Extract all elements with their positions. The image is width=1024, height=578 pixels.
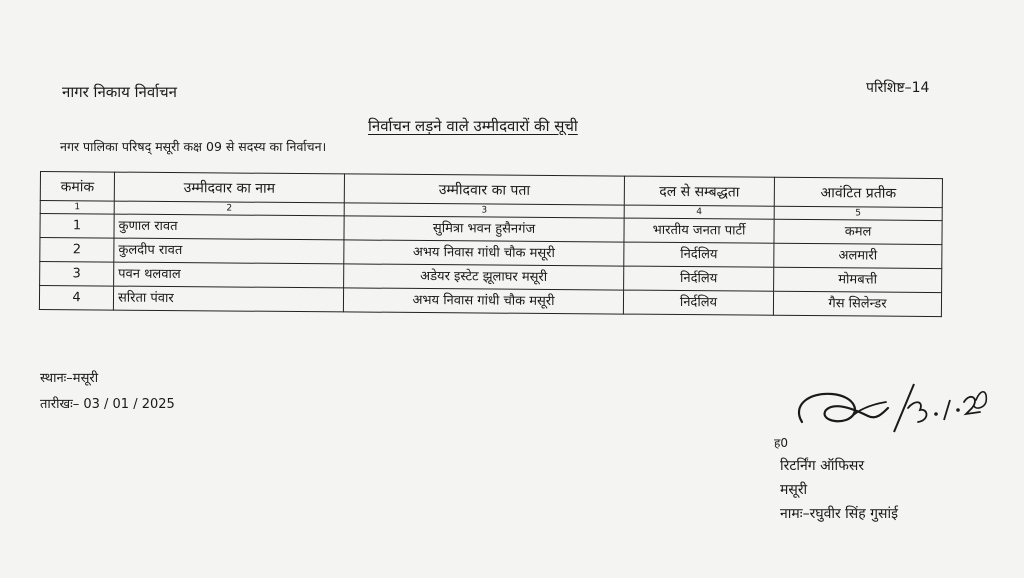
header-serial: कमांक (40, 172, 114, 202)
document-subtitle: नगर पालिका परिषद् मसूरी कक्ष 09 से सदस्य का निर्वाचन। (60, 139, 327, 154)
cell-address: सुमित्रा भवन हुसैनगंज (344, 216, 624, 242)
document-title: निर्वाचन लड़ने वाले उम्मीदवारों की सूची (368, 117, 578, 135)
col-number: 5 (774, 206, 942, 220)
officer-name: नामः–रघुवीर सिंह गुसांई (780, 506, 899, 522)
cell-serial: 1 (40, 214, 114, 239)
cell-address: अभय निवास गांधी चौक मसूरी (344, 240, 624, 266)
cell-name: पवन थलवाल (114, 262, 344, 288)
date-label: तारीखः– 03 / 01 / 2025 (40, 397, 175, 412)
header-name: उम्मीदवार का नाम (114, 172, 344, 203)
cell-symbol: गैस सिलेन्डर (773, 291, 941, 316)
cell-name: कुणाल रावत (114, 214, 344, 240)
handwritten-signature (790, 378, 990, 446)
cell-party: निर्दलिय (623, 290, 773, 315)
officer-designation: रिटर्निंग ऑफिसर (780, 458, 865, 474)
cell-symbol: कमल (774, 219, 942, 244)
cell-serial: 2 (40, 238, 114, 263)
header-party: दल से सम्बद्धता (624, 176, 774, 206)
officer-block (780, 454, 898, 526)
cell-party: भारतीय जनता पार्टी (624, 218, 774, 243)
signature-prefix: ह0 (774, 436, 789, 450)
officer-location: मसूरी (780, 482, 808, 498)
appendix-label: परिशिष्ट–14 (866, 80, 930, 96)
cell-party: निर्दलिय (624, 266, 774, 291)
header-symbol: आवंटित प्रतीक (774, 177, 942, 207)
election-heading: नागर निकाय निर्वाचन (62, 83, 177, 101)
col-number: 1 (40, 201, 114, 215)
col-number: 4 (624, 205, 774, 219)
col-number: 2 (114, 201, 344, 216)
cell-party: निर्दलिय (624, 242, 774, 267)
cell-address: अभय निवास गांधी चौक मसूरी (343, 288, 623, 314)
cell-serial: 3 (40, 262, 114, 287)
col-number: 3 (344, 203, 624, 218)
cell-address: अडेयर इस्टेट झूलाघर मसूरी (344, 264, 624, 290)
cell-serial: 4 (39, 286, 113, 311)
header-address: उम्मीदवार का पता (344, 174, 624, 205)
cell-symbol: अलमारी (774, 243, 942, 268)
place-label: स्थानः–मसूरी (40, 371, 99, 386)
cell-name: सरिता पंवार (113, 286, 343, 312)
candidates-table (39, 171, 943, 317)
cell-name: कुलदीप रावत (114, 238, 344, 264)
cell-symbol: मोमबत्ती (774, 267, 942, 292)
